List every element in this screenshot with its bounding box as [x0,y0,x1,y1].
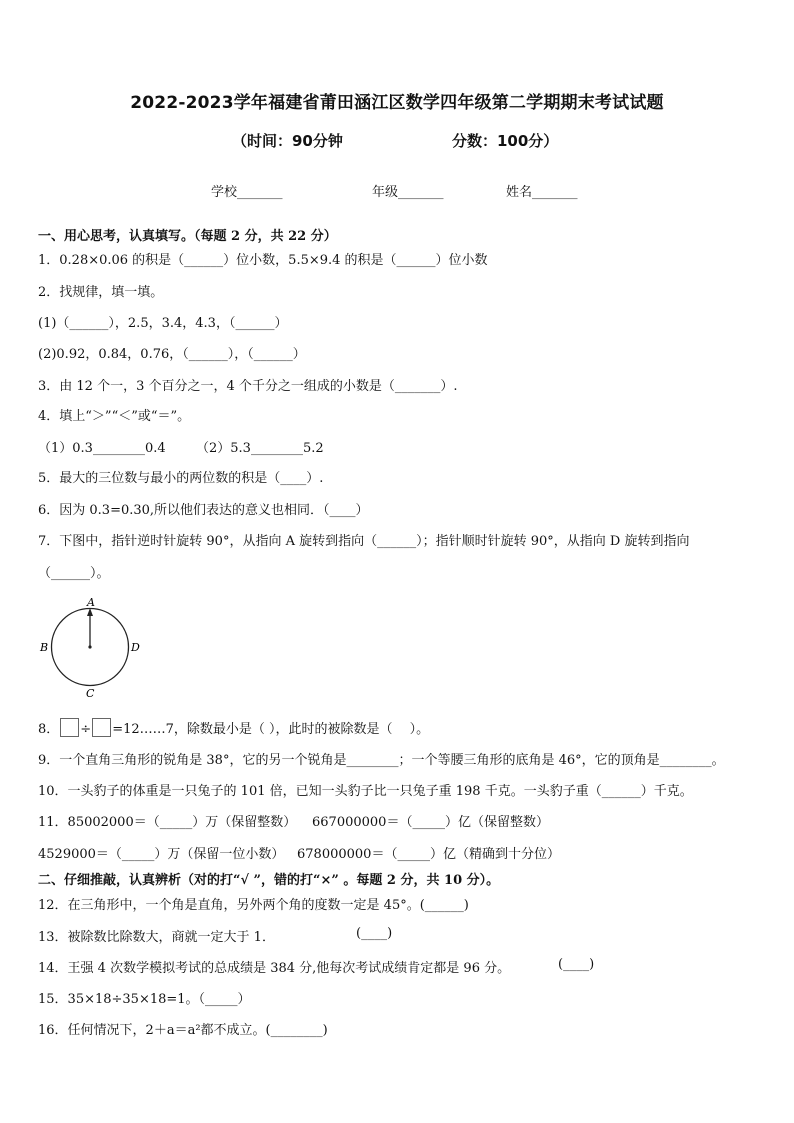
exam-score: 分数：100分） [452,132,559,150]
question-14: 14．王强 4 次数学模拟考试的总成绩是 384 分,他每次考试成绩肯定都是 96 分。 [38,961,511,976]
question-13-answer[interactable]: (____) [356,926,393,941]
question-3: 3．由 12 个一，3 个百分之一，4 个千分之一组成的小数是（_______）. [38,379,458,394]
question-15: 15．35×18÷35×18=1。（_____） [38,992,251,1007]
question-8 [38,718,429,737]
label-d: D [131,641,140,654]
question-9: 9．一个直角三角形的锐角是 38°，它的另一个锐角是________；一个等腰三角形的底角是 46°，它的顶角是________。 [38,753,725,768]
question-12: 12．在三角形中，一个角是直角，另外两个角的度数一定是 45°。(______) [38,898,469,913]
grade-field[interactable]: 年级_______ [372,185,444,200]
school-field[interactable]: 学校_______ [211,185,283,200]
question-11-c: 4529000＝（_____）万（保留一位小数） [38,847,285,862]
question-11-d: 678000000＝（_____）亿（精确到十分位） [297,847,560,862]
dividend-box[interactable] [60,718,79,737]
divisor-box[interactable] [92,718,111,737]
question-4: 4．填上“＞”“＜”或“＝”。 [38,409,191,424]
question-7-line-2: （______）。 [38,566,110,581]
label-b: B [40,641,49,654]
question-6: 6．因为 0.3=0.30,所以他们表达的意义也相同．（____） [38,503,369,518]
dial-center [88,645,91,648]
question-4-part-1: （1）0.3________0.4 [38,441,166,456]
question-8-number: 8． [38,722,60,737]
question-8-text: =12……7，除数最小是（ ），此时的被除数是（ ）。 [112,722,430,737]
label-a: A [87,596,95,609]
question-2-part-2: (2)0.92，0.84，0.76，（______），（______） [38,347,306,362]
question-11-a: 11．85002000＝（_____）万（保留整数） [38,815,297,830]
question-2: 2．找规律，填一填。 [38,285,164,300]
page-title: 2022-2023学年福建省莆田涵江区数学四年级第二学期期末考试试题 [130,93,664,113]
question-14-answer[interactable]: (____) [558,957,595,972]
question-5: 5．最大的三位数与最小的两位数的积是（____）. [38,471,324,486]
dial-svg [36,595,148,700]
question-7-line-1: 7．下图中，指针逆时针旋转 90°，从指向 A 旋转到指向（______）；指针顺时针旋转 90°，从指向 D 旋转到指向 [38,534,690,549]
division-sign: ÷ [80,722,92,737]
question-11-b: 667000000＝（_____）亿（保留整数） [312,815,549,830]
question-1: 1．0.28×0.06 的积是（______）位小数，5.5×9.4 的积是（______）位小数 [38,253,488,268]
section2-heading: 二、仔细推敲，认真辨析（对的打“√ ”，错的打“×” 。每题 2 分，共 10 分）。 [38,873,500,888]
question-10: 10．一头豹子的体重是一只兔子的 101 倍，已知一头豹子比一只兔子重 198 千克。一头豹子重（______）千克。 [38,784,693,799]
exam-time: （时间：90分钟 [232,132,343,150]
question-16: 16．任何情况下，2＋a＝a²都不成立。(________) [38,1023,328,1038]
question-2-part-1: (1)（______），2.5，3.4，4.3，（______） [38,316,288,331]
name-field[interactable]: 姓名_______ [506,185,578,200]
dial-diagram [36,595,148,700]
label-c: C [86,687,95,700]
question-4-part-2: （2）5.3________5.2 [196,441,324,456]
question-13: 13．被除数比除数大，商就一定大于 1． [38,930,275,945]
section1-heading: 一、用心思考，认真填写。（每题 2 分，共 22 分） [38,229,337,244]
